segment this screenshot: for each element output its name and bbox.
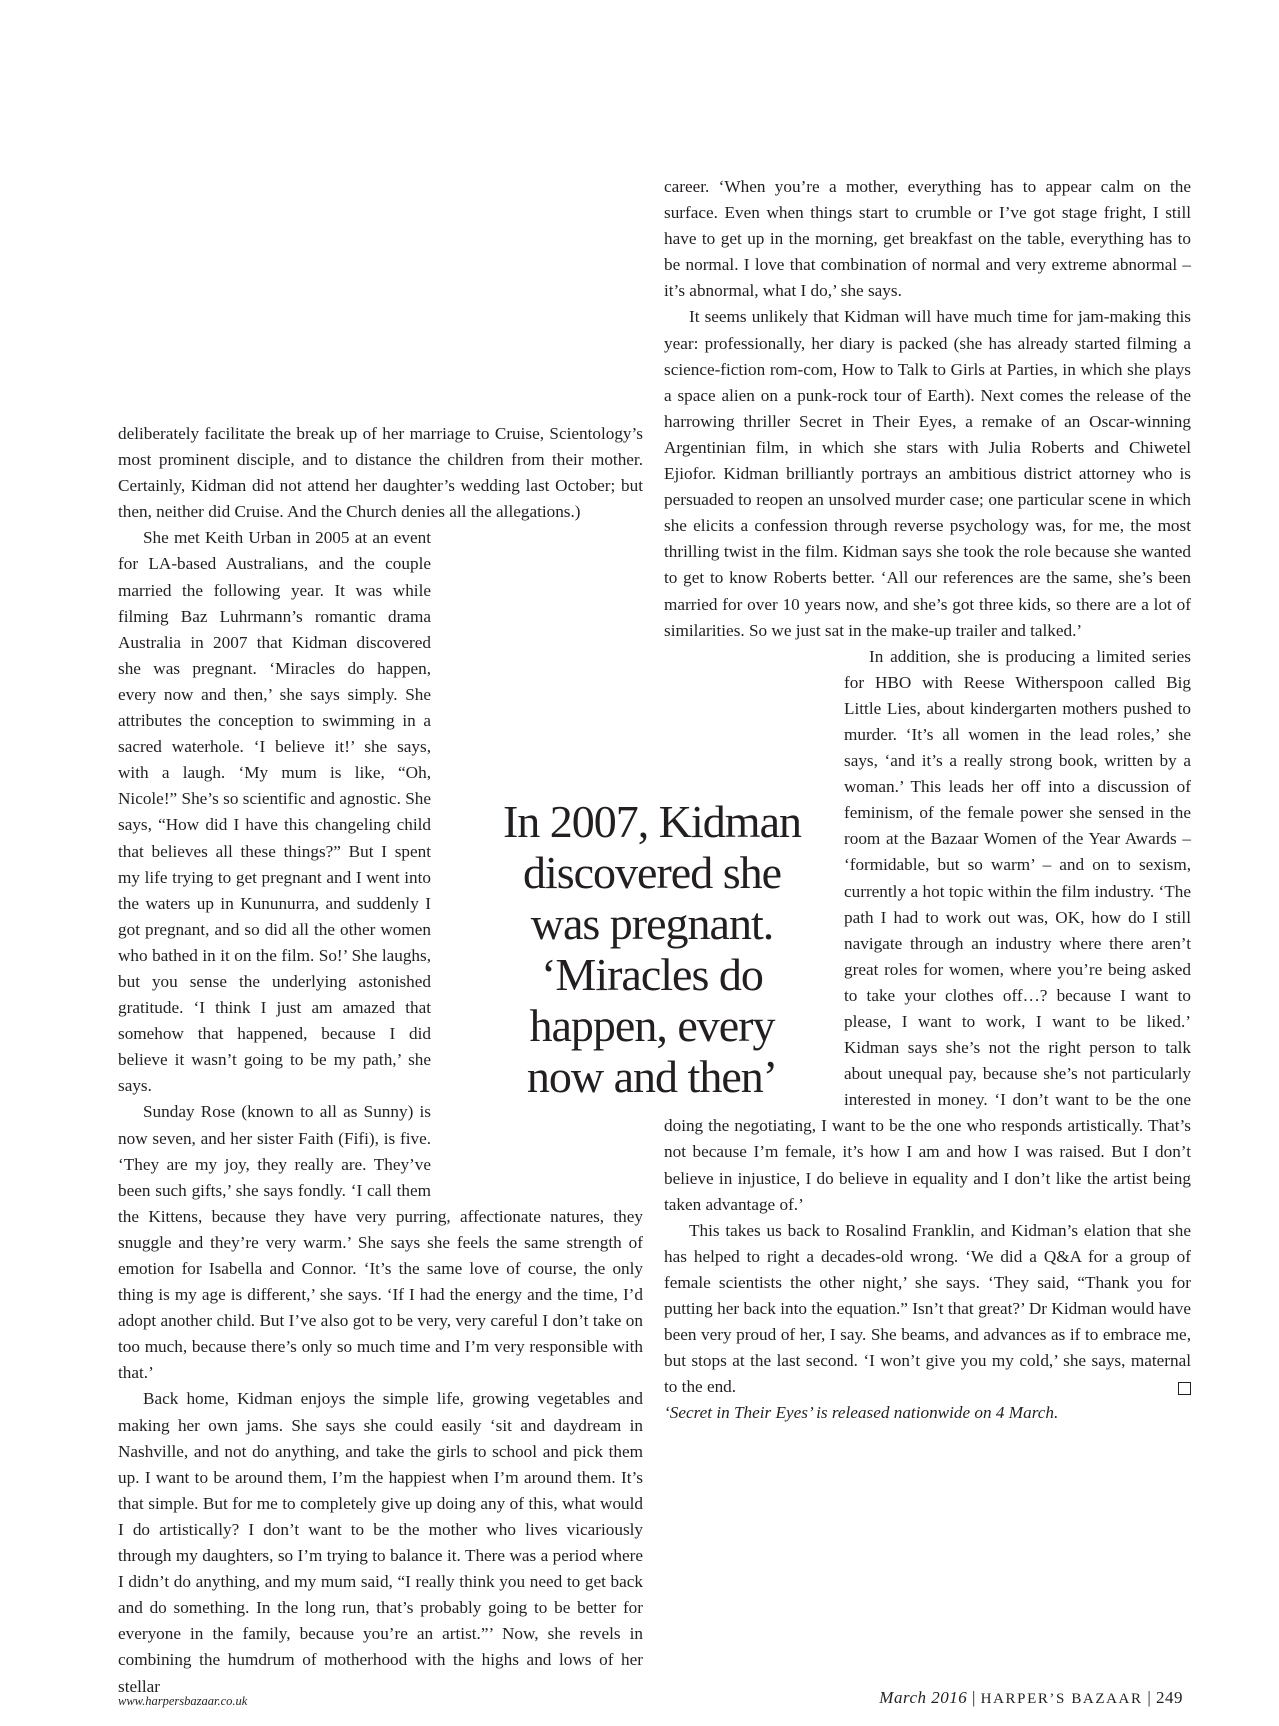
page-number: 249	[1156, 1688, 1183, 1707]
pull-quote	[496, 796, 808, 1102]
left-paragraph-2-text: She met Keith Urban in 2005 at an event for LA-based Australians, and the couple married the following year. It was while filming Baz Luhrmann’s romantic drama Australia in 2007 that Kidman discovered she was pregnant. ‘Miracles do happen, every now and then,’ she says simply. She attributes the conception to swimming in a sacred waterhole. ‘I believe it!’ she says, with a laugh. ‘My mum is like, “Oh, Nicole!” She’s so scientific and agnostic. She says, “How did I have this changeling child that believes all these things?” But I spent my life trying to get pregnant and I went into the waters up in Kununurra, and suddenly I got pregnant, and so did all the other women who bathed in it on the film. So!’ She laughs, but you sense the underlying astonished gratitude. ‘I think I just am amazed that somehow that happened, because I did believe it wasn’t going to be my path,’ she says.	[118, 528, 431, 1096]
right-paragraph-3-text: In addition, she is producing a limited series for HBO with Reese Witherspoon called Big Little Lies, about kindergarten mothers pushed to murder. ‘It’s all women in the lead roles,’ she says, ‘and it’s a really strong book, written by a woman.’ This leads her off into a discussion of feminism, of the female power she sensed in the room at the Bazaar Women of the Year Awards – ‘formidable, but so warm’ – and on to sexism, currently a hot topic within the film industry. ‘The path I had to work out was, OK, how do I still navigate through an industry where there aren’t great roles for women, where you’re being asked to take your clothes off…? because I want to please, I want to work, I want to be liked.’ Kidman says she’s not the right person to talk about unequal pay, because she’s not particularly interested in money. ‘I don’t want to be the one doing the negotiating, I want to be the one who responds artistically. That’s not because I’m female, it’s how I am and how I was raised. But I don’t believe in injustice, I do believe in equality and I don’t like the artist being taken advantage of.’	[664, 646, 1191, 1214]
footer-folio	[879, 1688, 1183, 1708]
left-paragraph-4: Back home, Kidman enjoys the simple life, growing vegetables and making her own jams. She says she could easily ‘sit and daydream in Nashville, and not do anything, and take the girls to school and pick them up. I want to be around them, I’m the happiest when I’m around them. It’s that simple. But for me to completely give up doing any of this, what would I do artistically? I don’t want to be the mother who lives vicariously through my daughters, so I’m trying to balance it. There was a period where I didn’t do anything, and my mum said, “I really think you need to get back and do something. In the long run, that’s probably going to be better for everyone in the family, because you’re an artist.”’ Now, she revels in combining the humdrum of motherhood with the highs and lows of her stellar	[118, 1389, 643, 1696]
folio-separator: |	[1147, 1688, 1152, 1707]
magazine-brand: HARPER’S BAZAAR	[980, 1691, 1143, 1707]
left-paragraph-1: deliberately facilitate the break up of her marriage to Cruise, Scientology’s most prominent disciple, and to distance the children from their mother. Certainly, Kidman did not attend her daughter’s wedding last October; but then, neither did Cruise. And the Church denies all the allegations.)	[118, 424, 643, 522]
issue-date: March 2016	[879, 1688, 968, 1707]
footer-url[interactable]: www.harpersbazaar.co.uk	[118, 1694, 248, 1708]
pull-quote-line: ‘Miracles do	[541, 949, 763, 1000]
folio-separator: |	[972, 1688, 976, 1707]
pull-quote-line: now and then’	[526, 1051, 778, 1102]
right-paragraph-2: It seems unlikely that Kidman will have much time for jam-making this year: professionally, her diary is packed (she has already started filming a science-fiction rom-com, How to Talk to Girls at Parties, in which she plays a space alien on a punk-rock tour of Earth). Next comes the release of the harrowing thriller Secret in Their Eyes, a remake of an Oscar-winning Argentinian film, in which she stars with Julia Roberts and Chiwetel Ejiofor. Kidman brilliantly portrays an ambitious district attorney who is persuaded to reopen an unsolved murder case; one particular scene in which she elicits a confession through reverse psychology was, for me, the most thrilling twist in the film. Kidman says she took the role because she wanted to get to know Roberts better. ‘All our references are the same, she’s been married for over 10 years now, and she’s got three kids, so there are a lot of similarities. So we just sat in the make-up trailer and talked.’	[664, 307, 1191, 640]
pull-quote-line: discovered she	[522, 847, 782, 898]
pull-quote-line: In 2007, Kidman	[502, 796, 801, 847]
film-release-credit: ‘Secret in Their Eyes’ is released nationwide on 4 March.	[664, 1403, 1059, 1423]
right-paragraph-4	[664, 1218, 1191, 1401]
pull-quote-line: was pregnant.	[530, 898, 774, 949]
right-paragraph-4-text: This takes us back to Rosalind Franklin, and Kidman’s elation that she has helped to right a decades-old wrong. ‘We did a Q&A for a group of female scientists the other night,’ she says. ‘They said, “Thank you for putting her back into the equation.” Isn’t that great?’ Dr Kidman would have been very proud of her, I say. She beams, and advances as if to embrace me, but stops at the last second. ‘I won’t give you my cold,’ she says, maternal to the end.	[664, 1220, 1191, 1397]
end-mark-icon	[1178, 1382, 1191, 1395]
left-paragraph-3: Sunday Rose (known to all as Sunny) is now seven, and her sister Faith (Fifi), is five. ‘They are my joy, they really are. They’ve been such gifts,’ she says fondly. ‘I call them the Kittens, because they have very purring, affectionate natures, they snuggle and they’re very warm.’ She says she feels the same strength of emotion for Isabella and Connor. ‘It’s the same love of course, the only thing is my age is different,’ she says. ‘If I had the energy and the time, I’d adopt another child. But I’ve also got to be very, very careful I don’t take on too much, because there’s only so much time and I’m very responsible with that.’	[118, 1102, 643, 1383]
right-paragraph-1: career. ‘When you’re a mother, everything has to appear calm on the surface. Even when things start to crumble or I’ve got stage fright, I still have to get up in the morning, get breakfast on the table, everything has to be normal. I love that combination of normal and very extreme abnormal – it’s abnormal, what I do,’ she says.	[664, 177, 1191, 301]
pull-quote-line: happen, every	[529, 1000, 775, 1051]
